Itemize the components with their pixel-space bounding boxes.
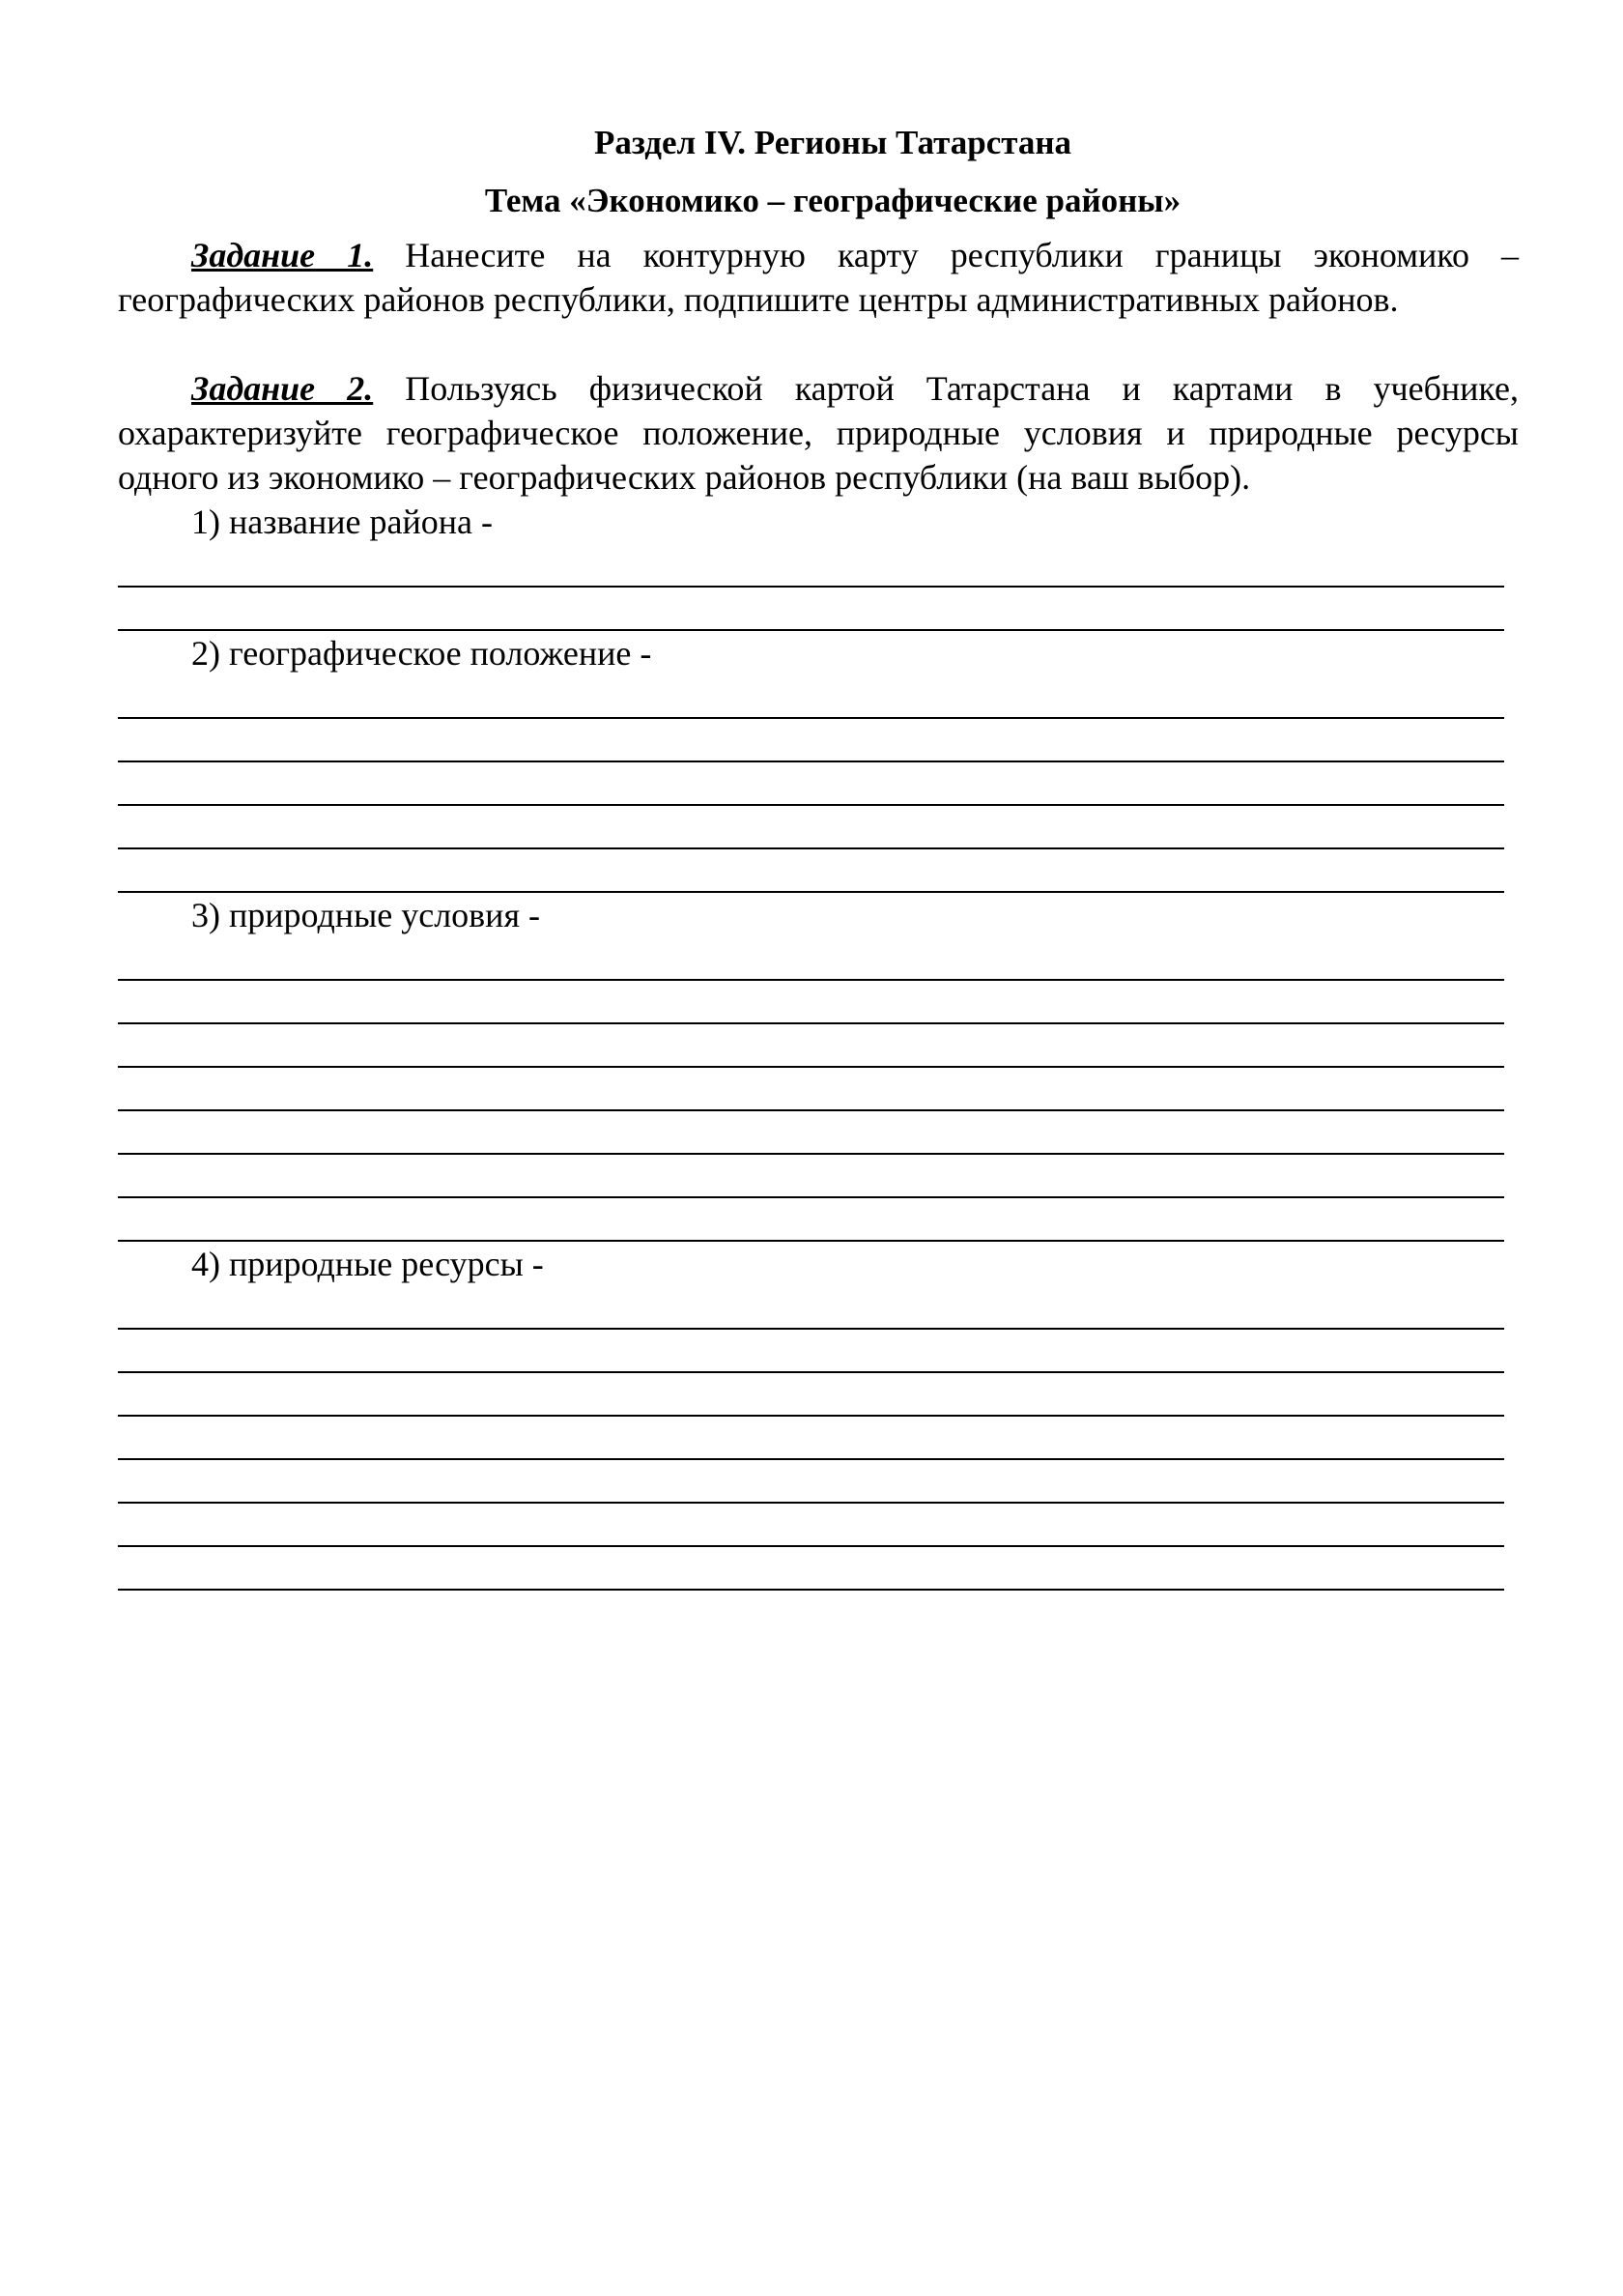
task-1-text: Нанесите на контурную карту республики границы экономико – географических районов республики, подпишите центры административных районов. [118,236,1519,319]
answer-line[interactable] [118,1111,1504,1155]
question-label: 4) природные ресурсы - [191,1245,544,1283]
answer-line[interactable] [118,719,1504,762]
task-1 [118,233,1519,322]
answer-line[interactable] [118,1155,1504,1198]
question-label: 3) природные условия - [191,896,540,934]
answer-lines [118,937,1504,1242]
answer-line[interactable] [118,1198,1504,1242]
answer-line[interactable] [118,937,1504,981]
answer-lines [118,1286,1504,1591]
answer-line[interactable] [118,762,1504,806]
answer-line[interactable] [118,806,1504,849]
task-2-text: Пользуясь физической картой Татарстана и картами в учебнике, охарактеризуйте географическое положение, природные условия и природные ресурсы одного из экономико – географических районов республики (на ваш выбор). [118,369,1519,497]
answer-line[interactable] [118,544,1504,588]
answer-line[interactable] [118,588,1504,631]
answer-lines [118,675,1504,893]
section-title: Раздел IV. Регионы Татарстана [593,124,1072,161]
answer-line[interactable] [118,1460,1504,1504]
answer-line[interactable] [118,981,1504,1024]
answer-line[interactable] [118,1330,1504,1373]
answer-line[interactable] [118,1547,1504,1591]
answer-line[interactable] [118,675,1504,719]
topic-title: Тема «Экономико – географические районы» [484,182,1182,219]
question-block [118,1242,1519,1591]
question-block [118,500,1519,631]
answer-line[interactable] [118,849,1504,893]
question-label: 2) географическое положение - [191,634,652,673]
answer-lines [118,544,1504,631]
answer-line[interactable] [118,1024,1504,1068]
task-2 [118,366,1519,500]
question-label: 1) название района - [191,502,493,541]
answer-line[interactable] [118,1286,1504,1330]
answer-line[interactable] [118,1504,1504,1547]
task-2-label: Задание 2. [191,369,374,408]
answer-line[interactable] [118,1373,1504,1417]
answer-line[interactable] [118,1417,1504,1460]
question-block [118,631,1519,893]
questions-list [118,500,1519,1591]
task-1-label: Задание 1. [191,236,374,274]
question-block [118,893,1519,1242]
worksheet-content [118,114,1519,1591]
answer-line[interactable] [118,1068,1504,1111]
